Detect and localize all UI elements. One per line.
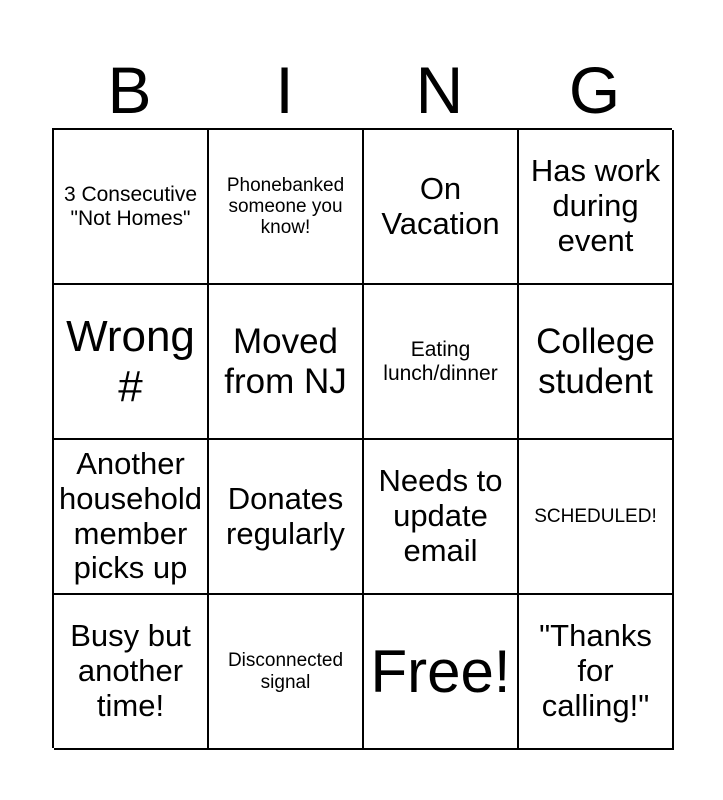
header-letter-b: B xyxy=(107,53,152,127)
cell-label: Moved from NJ xyxy=(224,322,347,401)
bingo-cell-free[interactable] xyxy=(364,595,519,750)
cell-label: 3 Consecutive "Not Homes" xyxy=(63,182,198,230)
cell-label: Needs to update email xyxy=(378,463,503,568)
bingo-cell-r2c2[interactable] xyxy=(209,285,364,440)
cell-label: Donates regularly xyxy=(226,480,345,551)
cell-label: Has work during event xyxy=(530,153,661,258)
bingo-cell-r1c2[interactable] xyxy=(209,130,364,285)
bingo-cell-r4c4[interactable] xyxy=(519,595,674,750)
cell-label: "Thanks for calling!" xyxy=(539,618,652,723)
bingo-cell-r2c4[interactable] xyxy=(519,285,674,440)
header-letter-g: G xyxy=(568,53,621,127)
bingo-cell-r1c1[interactable] xyxy=(54,130,209,285)
bingo-cell-r4c2[interactable] xyxy=(209,595,364,750)
bingo-cell-r3c1[interactable] xyxy=(54,440,209,595)
cell-label: Wrong # xyxy=(66,312,195,411)
cell-label: Disconnected signal xyxy=(227,650,344,693)
cell-label: On Vacation xyxy=(381,170,500,241)
cell-label: Phonebanked someone you know! xyxy=(226,174,345,239)
cell-label: Busy but another time! xyxy=(70,618,191,723)
cell-label: Another household member picks up xyxy=(58,446,203,586)
bingo-cell-r3c2[interactable] xyxy=(209,440,364,595)
header-letter-i: I xyxy=(275,53,294,127)
bingo-cell-r1c3[interactable] xyxy=(364,130,519,285)
bingo-cell-r1c4[interactable] xyxy=(519,130,674,285)
cell-label: Eating lunch/dinner xyxy=(383,337,498,385)
header-letter-n: N xyxy=(415,53,464,127)
bingo-header xyxy=(52,52,672,128)
cell-label: Free! xyxy=(370,637,511,705)
bingo-cell-r3c3[interactable] xyxy=(364,440,519,595)
bingo-board xyxy=(52,128,672,748)
cell-label: College student xyxy=(536,322,655,401)
bingo-cell-r3c4[interactable] xyxy=(519,440,674,595)
cell-label: SCHEDULED! xyxy=(534,505,657,527)
bingo-cell-r2c3[interactable] xyxy=(364,285,519,440)
bingo-cell-r4c1[interactable] xyxy=(54,595,209,750)
bingo-cell-r2c1[interactable] xyxy=(54,285,209,440)
